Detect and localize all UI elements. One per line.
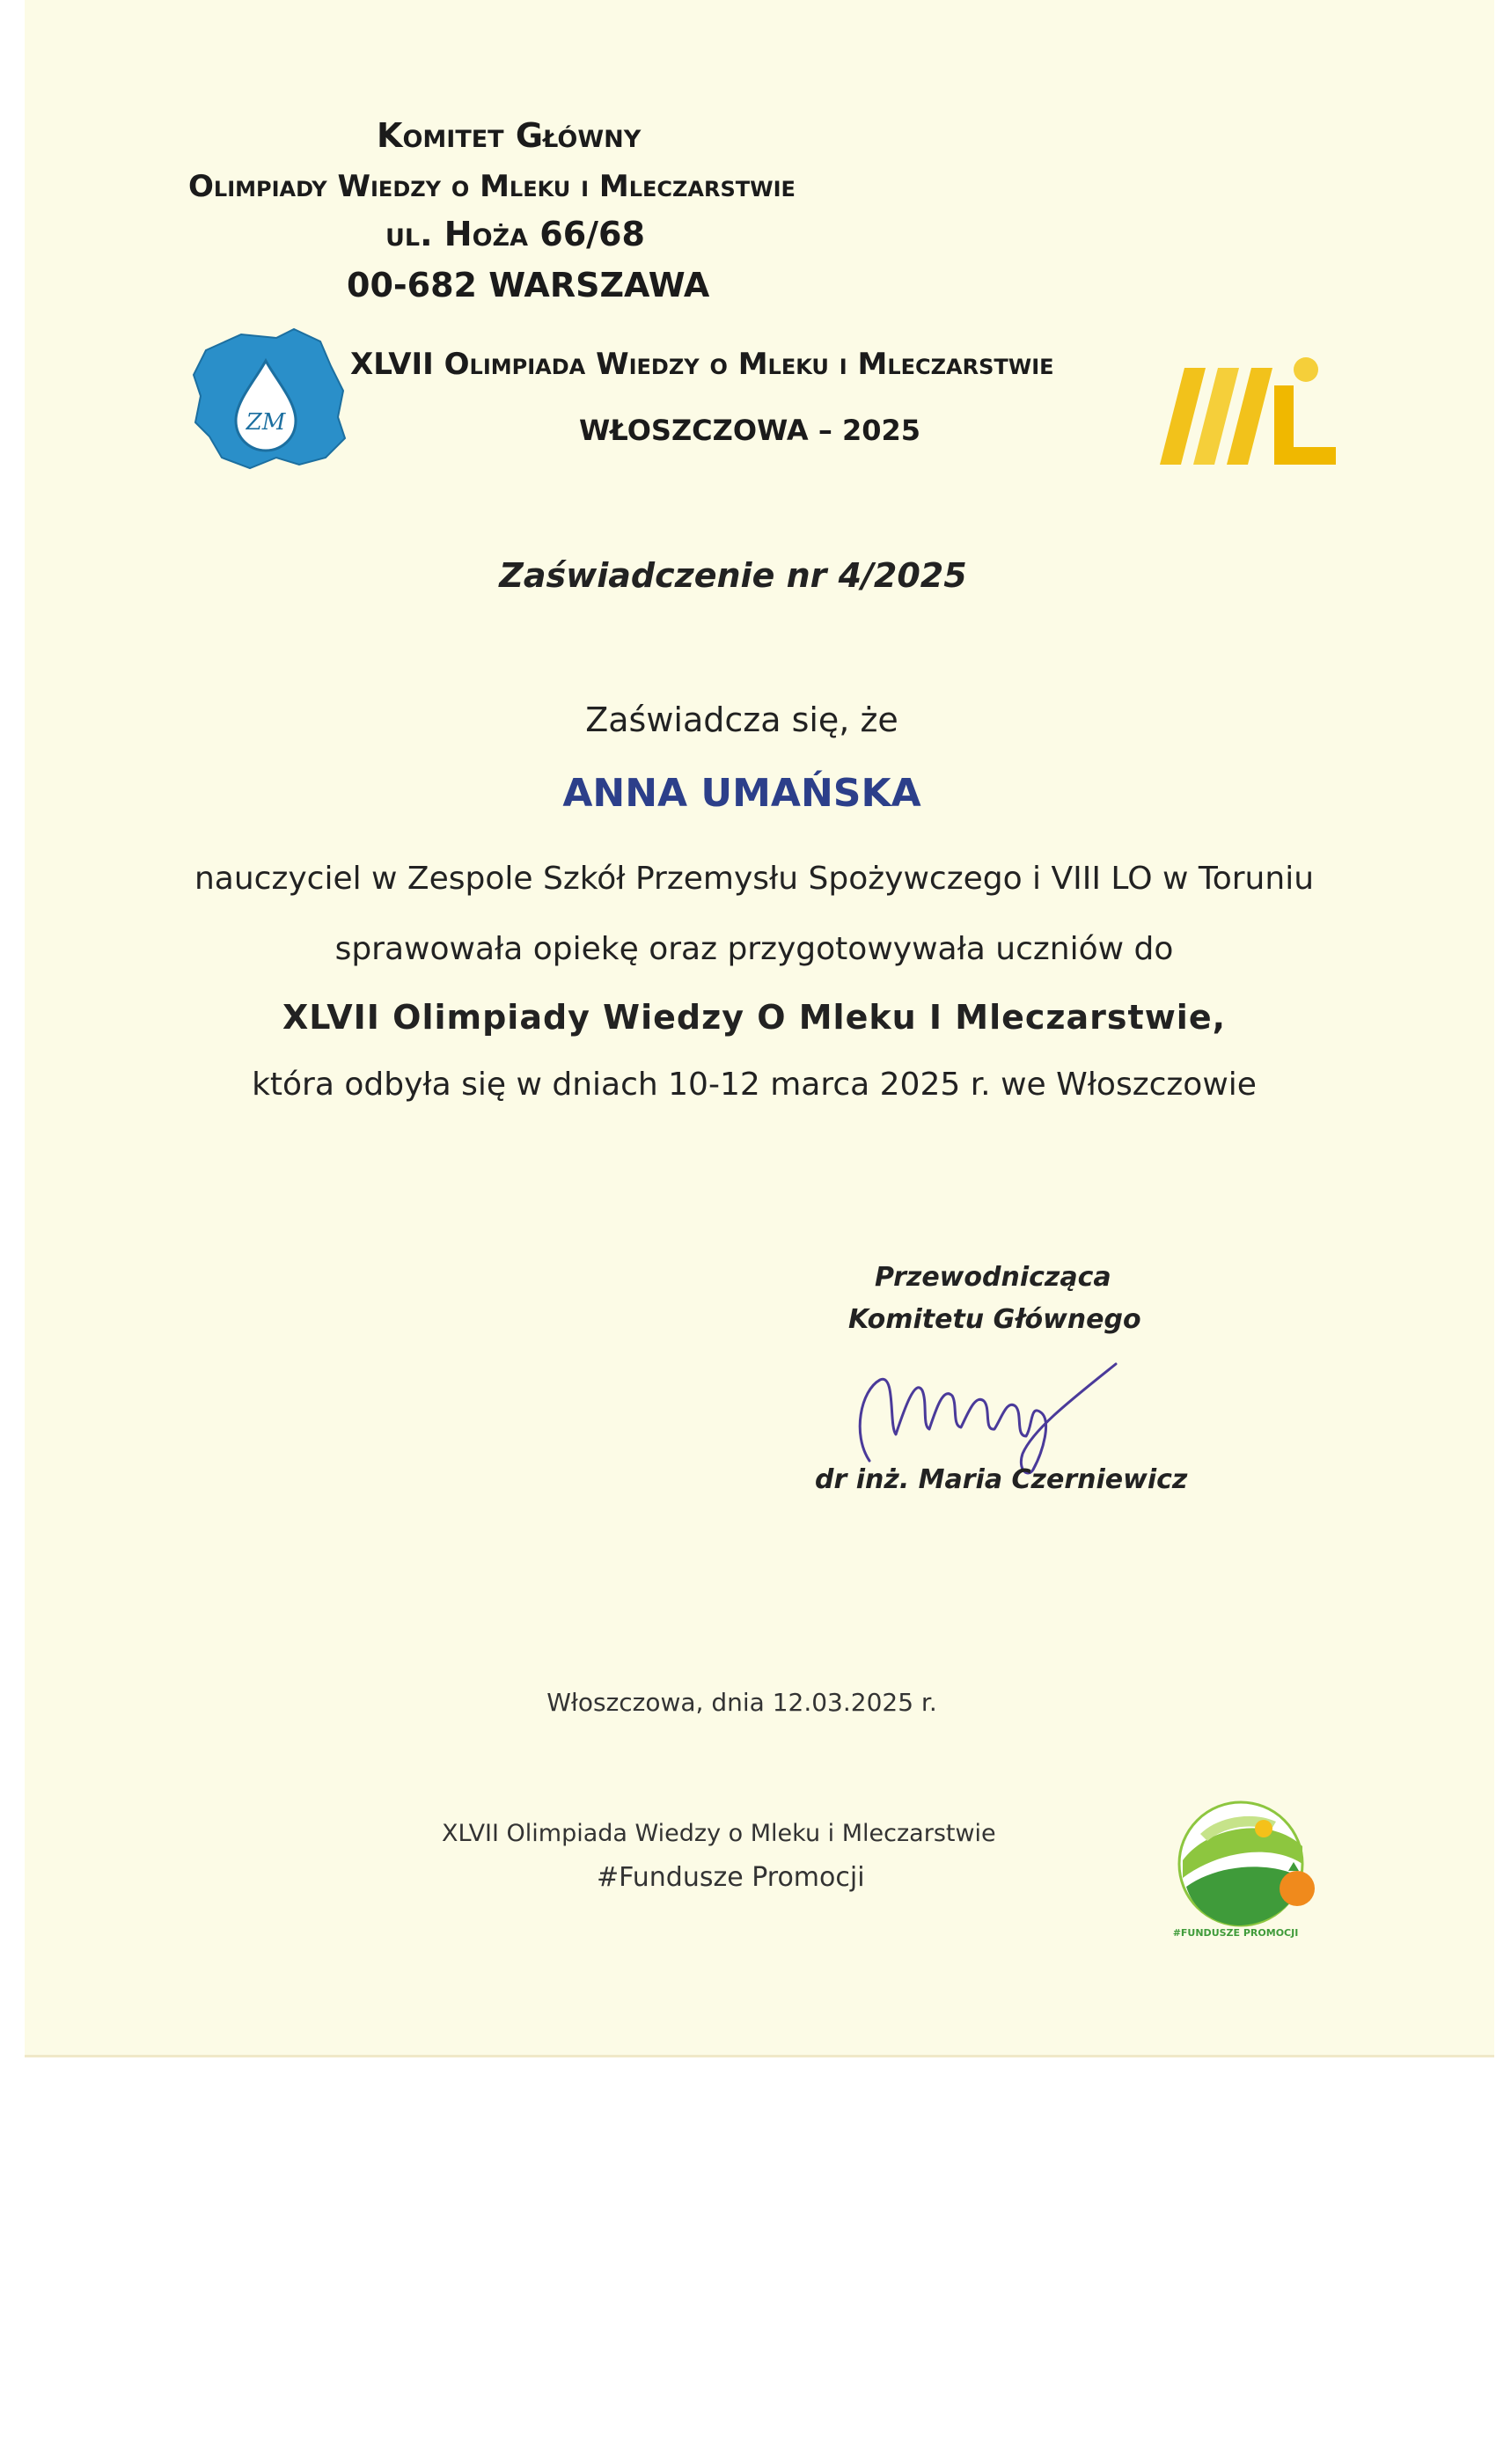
certificate-line-4: która odbyła się w dniach 10-12 marca 2025 r. we Włoszczowie: [252, 1067, 1257, 1103]
certificate-sheet: [25, 0, 1494, 2057]
date-line: Włoszczowa, dnia 12.03.2025 r.: [546, 1688, 937, 1717]
footer-line-1: XLVII Olimpiada Wiedzy o Mleku i Mleczarstwie: [442, 1820, 996, 1847]
signature-role-1: Przewodnicząca: [875, 1262, 1111, 1293]
event-title: XLVII Olimpiada Wiedzy o Mleku i Mleczarstwie: [350, 347, 1054, 382]
signer-name: dr inż. Maria Czerniewicz: [815, 1464, 1188, 1495]
certificate-line-1: nauczyciel w Zespole Szkół Przemysłu Spożywczego i VIII LO w Toruniu: [194, 861, 1315, 897]
fundusze-promocji-logo: [1165, 1790, 1332, 1940]
svg-text:ZM: ZM: [246, 409, 286, 436]
handwritten-signature: [834, 1338, 1151, 1478]
signature-role-2: Komitetu Głównego: [848, 1304, 1141, 1335]
committee-line-2: Olimpiady Wiedzy o Mleku i Mleczarstwie: [188, 169, 796, 204]
committee-address: ul. Hoża 66/68: [385, 215, 645, 253]
certificate-line-3: XLVII Olimpiady Wiedzy O Mleku I Mleczarstwie,: [282, 998, 1227, 1037]
event-place-year: WŁOSZCZOWA – 2025: [579, 414, 921, 447]
recipient-name: ANNA UMAŃSKA: [562, 771, 921, 816]
certificate-number: Zaświadczenie nr 4/2025: [499, 556, 967, 595]
certificate-intro: Zaświadcza się, że: [585, 700, 898, 739]
footer-line-2: #Fundusze Promocji: [597, 1862, 865, 1893]
owmim-logo: [1142, 350, 1371, 473]
map-drop-logo: [188, 326, 356, 475]
committee-city: 00-682 WARSZAWA: [347, 266, 710, 304]
svg-text:#FUNDUSZE PROMOCJI: #FUNDUSZE PROMOCJI: [1172, 1927, 1299, 1939]
committee-line-1: Komitet Główny: [377, 116, 642, 155]
certificate-line-2: sprawowała opiekę oraz przygotowywała uczniów do: [334, 931, 1174, 967]
